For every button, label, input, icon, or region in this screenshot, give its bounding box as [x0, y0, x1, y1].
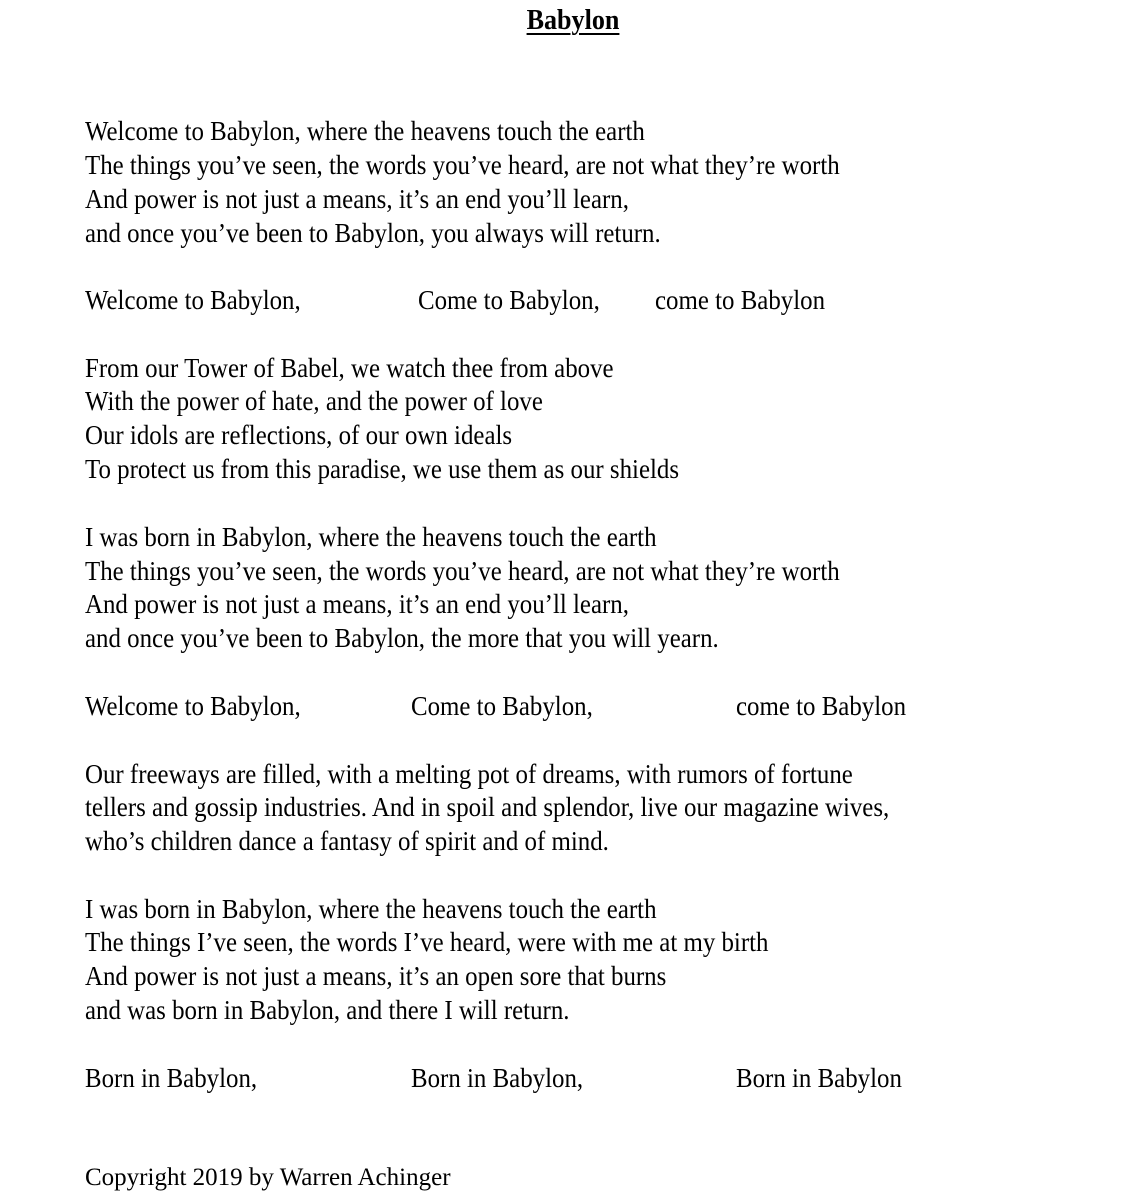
lyric-line: And power is not just a means, it’s an open sore that burns [85, 960, 667, 991]
chorus-phrase: Welcome to Babylon, [85, 284, 301, 315]
outro-phrase: Born in Babylon, [411, 1062, 584, 1093]
lyric-line: Our idols are reflections, of our own ideals [85, 419, 513, 450]
chorus-phrase: Welcome to Babylon, [85, 690, 301, 721]
chorus-phrase: come to Babylon [655, 284, 826, 315]
lyric-line: I was born in Babylon, where the heavens touch the earth [85, 893, 657, 924]
lyric-line: Our freeways are filled, with a melting pot of dreams, with rumors of fortune [85, 758, 853, 789]
lyric-line: To protect us from this paradise, we use them as our shields [85, 453, 680, 484]
lyric-line: I was born in Babylon, where the heavens touch the earth [85, 521, 657, 552]
lyric-line: tellers and gossip industries. And in spoil and splendor, live our magazine wives, [85, 791, 890, 822]
lyric-line: And power is not just a means, it’s an end you’ll learn, [85, 588, 629, 619]
outro-phrase: Born in Babylon [736, 1062, 902, 1093]
lyric-line: who’s children dance a fantasy of spirit and of mind. [85, 825, 609, 856]
lyric-line: and once you’ve been to Babylon, the more that you will yearn. [85, 622, 719, 653]
lyric-line: And power is not just a means, it’s an end you’ll learn, [85, 183, 629, 214]
lyric-line: From our Tower of Babel, we watch thee from above [85, 352, 614, 383]
chorus-phrase: come to Babylon [736, 690, 907, 721]
lyric-line: The things I’ve seen, the words I’ve heard, were with me at my birth [85, 926, 769, 957]
song-title: Babylon [526, 4, 620, 36]
copyright-notice: Copyright 2019 by Warren Achinger [85, 1164, 451, 1191]
lyric-line: and once you’ve been to Babylon, you always will return. [85, 217, 661, 248]
lyric-line: The things you’ve seen, the words you’ve heard, are not what they’re worth [85, 149, 840, 180]
lyric-line: Welcome to Babylon, where the heavens touch the earth [85, 115, 645, 146]
lyric-line: With the power of hate, and the power of love [85, 385, 543, 416]
lyric-line: and was born in Babylon, and there I will return. [85, 994, 570, 1025]
lyric-line: The things you’ve seen, the words you’ve heard, are not what they’re worth [85, 555, 840, 586]
chorus-phrase: Come to Babylon, [411, 690, 593, 721]
outro-phrase: Born in Babylon, [85, 1062, 258, 1093]
chorus-phrase: Come to Babylon, [418, 284, 600, 315]
